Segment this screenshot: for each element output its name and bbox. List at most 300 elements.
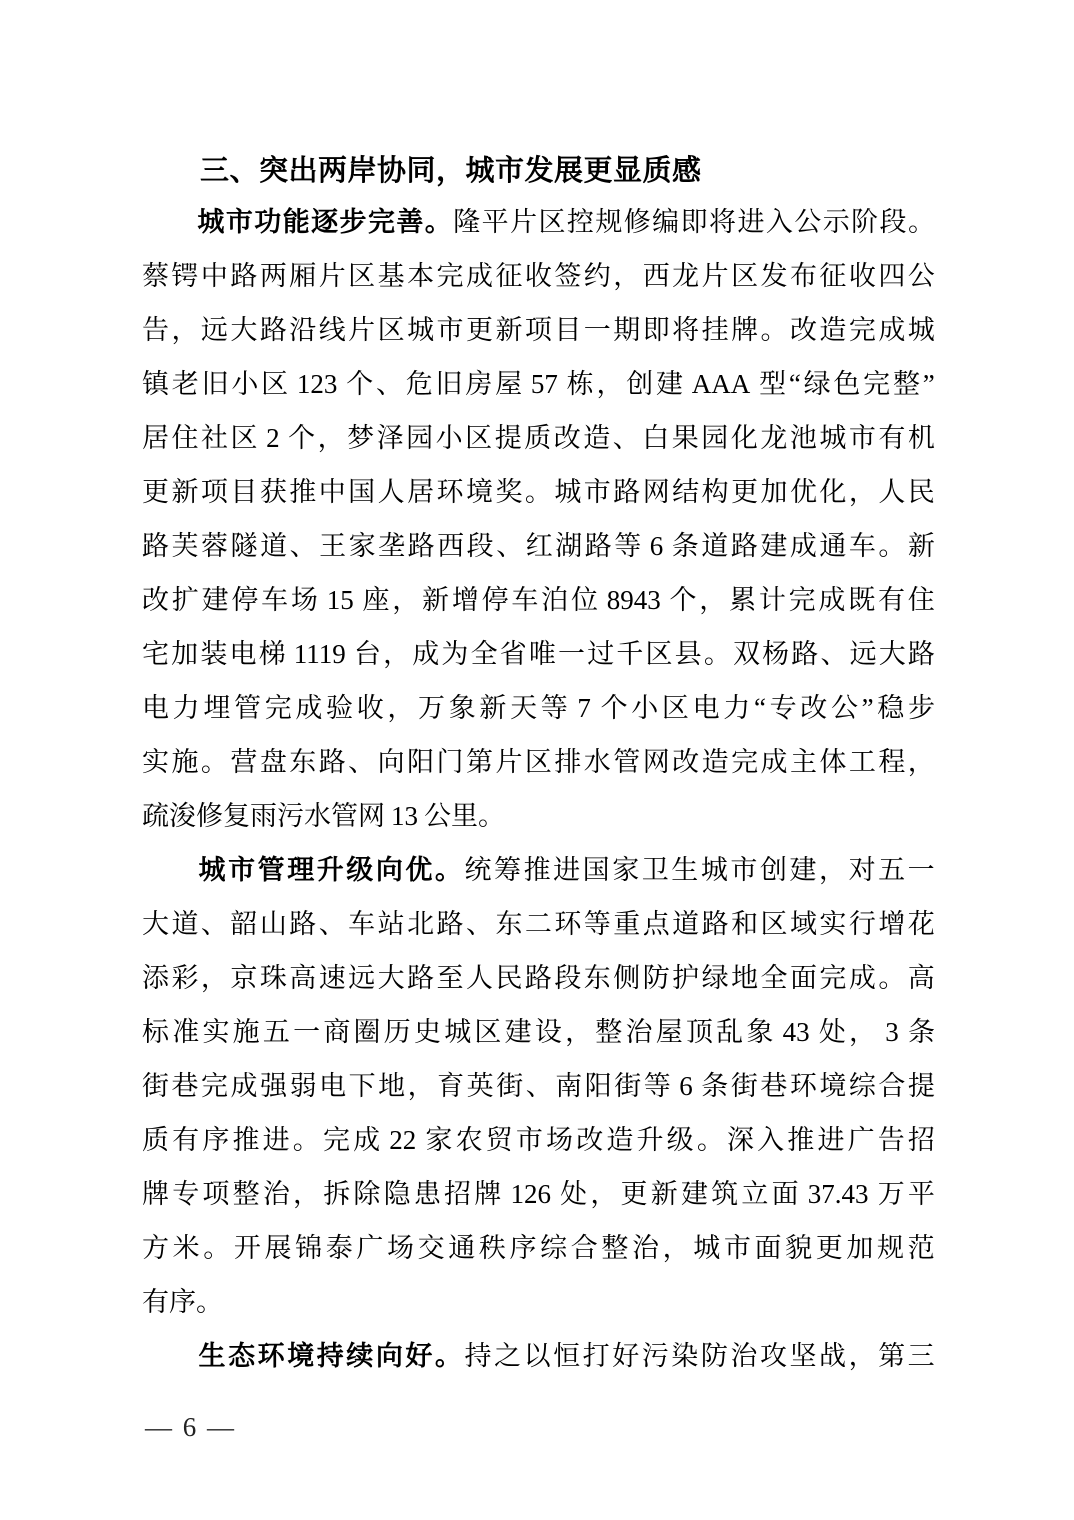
body-char: 即 bbox=[680, 207, 708, 237]
body-char: 人 bbox=[377, 477, 405, 507]
body-char: 下 bbox=[348, 1071, 376, 1101]
body-char: “ bbox=[753, 693, 766, 723]
body-char: 道 bbox=[171, 909, 199, 939]
first-line-indent bbox=[142, 1356, 196, 1357]
body-char: 建 bbox=[680, 1179, 708, 1209]
body-char: 远 bbox=[200, 315, 228, 345]
body-char: 停 bbox=[481, 585, 509, 615]
first-line-indent bbox=[142, 222, 196, 223]
body-char: 圈 bbox=[353, 1017, 381, 1047]
body-char: 治 bbox=[262, 1179, 290, 1209]
body-char: 范 bbox=[907, 1233, 935, 1263]
body-char: 等 bbox=[614, 531, 642, 561]
body-char: 3 bbox=[885, 1017, 899, 1047]
body-char: 城 bbox=[700, 855, 728, 885]
body-char: 市 bbox=[436, 315, 464, 345]
body-char: 完 bbox=[731, 747, 759, 777]
body-char: 等 bbox=[643, 1071, 671, 1101]
body-char: 网 bbox=[358, 801, 385, 831]
body-char: 家 bbox=[425, 1125, 453, 1155]
body-char: 西 bbox=[642, 261, 670, 291]
body-char: ， bbox=[293, 1179, 321, 1209]
body-char: 网 bbox=[642, 747, 670, 777]
body-char: 泊 bbox=[541, 585, 569, 615]
body-char: 地 bbox=[378, 1071, 406, 1101]
body-char: 更 bbox=[465, 315, 493, 345]
body-char: 专 bbox=[769, 693, 797, 723]
text-line bbox=[142, 1275, 935, 1329]
body-char: 街 bbox=[730, 1071, 758, 1101]
body-char: 征 bbox=[495, 261, 523, 291]
body-char: 场 bbox=[290, 585, 318, 615]
body-char: 路 bbox=[407, 531, 435, 561]
body-char: 成 bbox=[878, 315, 906, 345]
body-char: 挂 bbox=[701, 315, 729, 345]
body-char: 道 bbox=[672, 909, 700, 939]
body-char: 千 bbox=[616, 639, 644, 669]
body-char: 。 bbox=[760, 315, 788, 345]
body-char: 电 bbox=[319, 1071, 347, 1101]
body-char: 巷 bbox=[760, 1071, 788, 1101]
body-char: 大 bbox=[878, 639, 906, 669]
body-char: 推 bbox=[787, 1125, 815, 1155]
body-char: 隧 bbox=[230, 531, 258, 561]
body-char: 区 bbox=[261, 369, 289, 399]
text-line bbox=[142, 1005, 935, 1059]
body-char: 道 bbox=[701, 531, 729, 561]
body-char: 为 bbox=[441, 639, 469, 669]
paragraph-lead-char: 市 bbox=[228, 855, 256, 885]
body-char: 程 bbox=[878, 747, 906, 777]
body-char: 处 bbox=[818, 1017, 846, 1047]
body-char: 规 bbox=[877, 1233, 904, 1263]
paragraph-lead-char: 城 bbox=[197, 207, 225, 237]
body-char: 路 bbox=[289, 909, 317, 939]
body-char: 家 bbox=[612, 855, 640, 885]
body-char: 、 bbox=[318, 909, 346, 939]
body-char: 增 bbox=[451, 585, 479, 615]
body-char: 新 bbox=[422, 585, 450, 615]
body-char: 疏 bbox=[142, 801, 169, 831]
body-char: 完 bbox=[436, 261, 464, 291]
paragraph-lead-char: 向 bbox=[375, 855, 403, 885]
body-char: 双 bbox=[732, 639, 760, 669]
body-char: 片 bbox=[701, 261, 729, 291]
body-char: 完 bbox=[322, 1125, 350, 1155]
body-char: 貌 bbox=[785, 1233, 813, 1263]
text-line bbox=[142, 1059, 935, 1113]
text-line bbox=[142, 681, 935, 735]
body-char: 更 bbox=[815, 1233, 843, 1263]
body-char: 旧 bbox=[435, 369, 463, 399]
body-char: 社 bbox=[201, 423, 229, 453]
body-char: 展 bbox=[264, 1233, 292, 1263]
body-char: 站 bbox=[377, 909, 405, 939]
body-char: 牌 bbox=[731, 315, 759, 345]
body-char: 居 bbox=[142, 423, 169, 453]
body-char: 公 bbox=[424, 801, 451, 831]
body-char: 有 bbox=[172, 1125, 200, 1155]
body-char: 完 bbox=[264, 693, 292, 723]
body-char: 第 bbox=[878, 1341, 906, 1371]
body-char: 规 bbox=[595, 207, 623, 237]
body-char: 布 bbox=[789, 261, 817, 291]
body-char: 建 bbox=[789, 855, 817, 885]
body-char: 平 bbox=[481, 207, 509, 237]
body-char: 、 bbox=[200, 909, 228, 939]
body-char: 整 bbox=[892, 369, 920, 399]
body-char: 之 bbox=[494, 1341, 522, 1371]
body-char: 将 bbox=[672, 315, 700, 345]
body-char: 高 bbox=[907, 963, 935, 993]
body-char: 区 bbox=[760, 909, 788, 939]
body-char: 标 bbox=[142, 1017, 169, 1047]
paragraph-lead-char: 城 bbox=[198, 855, 226, 885]
body-char: 恒 bbox=[553, 1341, 581, 1371]
body-char: 合 bbox=[878, 1071, 906, 1101]
paragraph-lead-char: 。 bbox=[434, 855, 462, 885]
body-char: 体 bbox=[819, 747, 847, 777]
body-char: 新 bbox=[171, 477, 199, 507]
body-char: 区 bbox=[474, 1017, 502, 1047]
body-char: 一 bbox=[558, 639, 586, 669]
body-char: 示 bbox=[822, 207, 850, 237]
body-char: 危 bbox=[405, 369, 433, 399]
text-line bbox=[142, 1329, 935, 1383]
body-char: 大 bbox=[142, 909, 169, 939]
text-line bbox=[142, 1167, 935, 1221]
text-line bbox=[142, 465, 935, 519]
paragraph-urban-management bbox=[142, 843, 935, 1329]
body-char: 环 bbox=[789, 1071, 817, 1101]
body-char: 平 bbox=[907, 1179, 935, 1209]
body-char: 升 bbox=[636, 1125, 664, 1155]
body-char: 完 bbox=[788, 585, 816, 615]
body-char: 二 bbox=[524, 909, 552, 939]
page-number: — 6 — bbox=[145, 1411, 236, 1442]
body-char: 8943 bbox=[606, 585, 661, 615]
body-char: 加 bbox=[760, 477, 788, 507]
body-char: 加 bbox=[846, 1233, 874, 1263]
body-char: ， bbox=[907, 747, 935, 777]
body-char: 房 bbox=[465, 369, 493, 399]
body-char: 步 bbox=[907, 693, 935, 723]
body-char: 车 bbox=[348, 909, 376, 939]
body-char: 龙 bbox=[760, 423, 788, 453]
text-line bbox=[142, 573, 935, 627]
paragraph-lead-char: 生 bbox=[198, 1341, 226, 1371]
body-char: 修 bbox=[623, 207, 651, 237]
body-char: 6 bbox=[679, 1071, 693, 1101]
body-char: 实 bbox=[819, 909, 847, 939]
paragraph-lead-char: 级 bbox=[346, 855, 374, 885]
body-char: 路 bbox=[791, 639, 819, 669]
body-char: 统 bbox=[464, 855, 492, 885]
body-char: ， bbox=[200, 963, 228, 993]
body-char: 园 bbox=[701, 423, 729, 453]
body-char: 栋 bbox=[566, 369, 594, 399]
body-char: 城 bbox=[444, 1017, 472, 1047]
body-char: 约 bbox=[583, 261, 611, 291]
body-char: 段 bbox=[466, 531, 494, 561]
body-char: 一 bbox=[293, 1017, 321, 1047]
body-char: 公 bbox=[830, 693, 858, 723]
body-char: 个 bbox=[346, 369, 374, 399]
body-char: 推 bbox=[232, 1125, 260, 1155]
body-char: 增 bbox=[878, 909, 906, 939]
body-char: 屋 bbox=[495, 369, 523, 399]
body-char: 英 bbox=[466, 1071, 494, 1101]
body-char: 绿 bbox=[701, 963, 729, 993]
body-char: 白 bbox=[642, 423, 670, 453]
section-heading: 三、突出两岸协同，城市发展更显质感 bbox=[200, 154, 702, 187]
body-char: 盘 bbox=[259, 747, 287, 777]
body-char: 车 bbox=[848, 531, 876, 561]
paragraph-lead-char: 向 bbox=[375, 1341, 403, 1371]
body-char: 126 bbox=[510, 1179, 551, 1209]
body-char: 点 bbox=[642, 909, 670, 939]
body-char: 新 bbox=[495, 315, 523, 345]
body-char: 改 bbox=[800, 693, 828, 723]
paragraph-lead-char: 理 bbox=[287, 855, 315, 885]
body-char: 生 bbox=[671, 855, 699, 885]
body-char: 垄 bbox=[378, 531, 406, 561]
body-char: 告 bbox=[877, 1125, 905, 1155]
body-char: 城 bbox=[693, 1233, 721, 1263]
body-char: 远 bbox=[849, 639, 877, 669]
body-char: 城 bbox=[554, 477, 582, 507]
body-char: 验 bbox=[326, 693, 354, 723]
body-char: 向 bbox=[377, 747, 405, 777]
body-char: 推 bbox=[523, 855, 551, 885]
body-char: 路 bbox=[613, 477, 641, 507]
body-char: 成 bbox=[465, 261, 493, 291]
body-char: 镇 bbox=[142, 369, 169, 399]
body-char: 街 bbox=[614, 1071, 642, 1101]
body-char: 梯 bbox=[258, 639, 286, 669]
body-char: ， bbox=[613, 261, 641, 291]
body-char: 成 bbox=[412, 639, 440, 669]
body-char: ， bbox=[819, 855, 847, 885]
body-char: 两 bbox=[259, 261, 287, 291]
body-char: 改 bbox=[553, 423, 581, 453]
body-char: 筑 bbox=[711, 1179, 739, 1209]
body-char: 、 bbox=[820, 639, 848, 669]
body-char: 历 bbox=[383, 1017, 411, 1047]
body-char: 市 bbox=[515, 1125, 543, 1155]
text-line bbox=[142, 1221, 935, 1275]
body-char: 王 bbox=[319, 531, 347, 561]
body-char: 质 bbox=[524, 423, 552, 453]
body-char: 、 bbox=[465, 909, 493, 939]
body-char: 综 bbox=[848, 1071, 876, 1101]
body-char: 育 bbox=[437, 1071, 465, 1101]
body-char: AAA bbox=[691, 369, 751, 399]
body-char: 坚 bbox=[789, 1341, 817, 1371]
text-line bbox=[142, 249, 935, 303]
body-char: 广 bbox=[356, 1233, 384, 1263]
body-char: 东 bbox=[289, 747, 317, 777]
body-char: 力 bbox=[172, 693, 200, 723]
body-char: 完 bbox=[819, 963, 847, 993]
body-char: 完 bbox=[848, 315, 876, 345]
body-char: 民 bbox=[907, 477, 935, 507]
body-char: 全 bbox=[470, 639, 498, 669]
body-char: 37.43 bbox=[807, 1179, 869, 1209]
body-char: 区 bbox=[731, 261, 759, 291]
body-char: 、 bbox=[375, 369, 403, 399]
body-char: 除 bbox=[353, 1179, 381, 1209]
body-char: 、 bbox=[612, 423, 640, 453]
body-char: 段 bbox=[554, 963, 582, 993]
body-char: 。 bbox=[203, 1233, 231, 1263]
body-char: 北 bbox=[407, 909, 435, 939]
body-char: 城 bbox=[407, 315, 435, 345]
body-char: 新 bbox=[650, 1179, 678, 1209]
body-char: 处 bbox=[560, 1179, 588, 1209]
body-char: 条 bbox=[907, 1017, 935, 1047]
body-char: 成 bbox=[818, 585, 846, 615]
paragraph-lead-char: 完 bbox=[367, 207, 395, 237]
body-char: 面 bbox=[771, 1179, 799, 1209]
body-char: 至 bbox=[436, 963, 464, 993]
body-char: 结 bbox=[672, 477, 700, 507]
body-char: 场 bbox=[387, 1233, 414, 1263]
body-char: 序 bbox=[169, 1287, 196, 1317]
text-line bbox=[142, 897, 935, 951]
body-char: 深 bbox=[726, 1125, 754, 1155]
body-char: 成 bbox=[230, 1071, 258, 1101]
body-char: 市 bbox=[723, 1233, 751, 1263]
body-char: 地 bbox=[731, 963, 759, 993]
body-char: 完 bbox=[863, 369, 891, 399]
body-char: 7 bbox=[577, 693, 591, 723]
body-char: 和 bbox=[731, 909, 759, 939]
body-char: 阳 bbox=[584, 1071, 612, 1101]
body-char: 芙 bbox=[171, 531, 199, 561]
body-char: 电 bbox=[229, 639, 257, 669]
body-char: 公 bbox=[907, 261, 935, 291]
body-char: 阶 bbox=[851, 207, 879, 237]
body-char: 累 bbox=[729, 585, 757, 615]
body-char: 拆 bbox=[323, 1179, 351, 1209]
body-char: 签 bbox=[554, 261, 582, 291]
body-char: 构 bbox=[701, 477, 729, 507]
body-char: 市 bbox=[848, 423, 876, 453]
body-char: 告 bbox=[142, 315, 169, 345]
body-char: 老 bbox=[171, 369, 199, 399]
body-char: 家 bbox=[348, 531, 376, 561]
body-char: 奖 bbox=[495, 477, 523, 507]
body-char: 复 bbox=[223, 801, 250, 831]
text-line bbox=[142, 357, 935, 411]
paragraph-lead-char: 续 bbox=[346, 1341, 374, 1371]
body-char: 成 bbox=[760, 747, 788, 777]
body-char: 象 bbox=[746, 1017, 774, 1047]
body-char: 征 bbox=[819, 261, 847, 291]
body-char: 合 bbox=[570, 1233, 598, 1263]
text-line bbox=[142, 411, 935, 465]
body-char: 区 bbox=[348, 261, 376, 291]
body-char: 贸 bbox=[485, 1125, 513, 1155]
body-char: ” bbox=[922, 369, 935, 399]
body-char: 街 bbox=[142, 1071, 169, 1101]
body-char: 新 bbox=[907, 531, 935, 561]
body-char: 营 bbox=[230, 747, 258, 777]
body-char: 区 bbox=[465, 423, 493, 453]
body-char: 整 bbox=[601, 1233, 629, 1263]
paragraph-urban-function bbox=[142, 195, 935, 843]
body-char: 个 bbox=[288, 423, 316, 453]
body-char: 巷 bbox=[171, 1071, 199, 1101]
body-char: 住 bbox=[171, 423, 199, 453]
body-char: 路 bbox=[584, 531, 612, 561]
body-char: ， bbox=[662, 1233, 690, 1263]
body-char: 专 bbox=[172, 1179, 200, 1209]
body-char: 锷 bbox=[171, 261, 199, 291]
body-char: “ bbox=[788, 369, 801, 399]
body-char: 宅 bbox=[142, 639, 169, 669]
body-char: 个 bbox=[669, 585, 697, 615]
body-char: 彩 bbox=[171, 963, 199, 993]
body-char: 乱 bbox=[716, 1017, 744, 1047]
body-char: 。 bbox=[878, 963, 906, 993]
body-char: 场 bbox=[546, 1125, 574, 1155]
body-char: 雨 bbox=[250, 801, 277, 831]
body-char: 片 bbox=[318, 261, 346, 291]
body-char: 一 bbox=[907, 855, 935, 885]
text-line bbox=[142, 303, 935, 357]
body-char: 。 bbox=[478, 801, 505, 831]
body-char: 个 bbox=[600, 693, 628, 723]
body-char: 13 bbox=[391, 801, 418, 831]
body-char: 农 bbox=[455, 1125, 483, 1155]
body-char: 龙 bbox=[672, 261, 700, 291]
body-char: 南 bbox=[555, 1071, 583, 1101]
body-char: 创 bbox=[759, 855, 787, 885]
body-char: 。 bbox=[703, 639, 731, 669]
paragraph-lead-char: 步 bbox=[339, 207, 367, 237]
body-char: 街 bbox=[496, 1071, 524, 1101]
body-char: 项 bbox=[202, 1179, 230, 1209]
paragraph-lead-char: 管 bbox=[257, 855, 285, 885]
body-char: ， bbox=[596, 369, 624, 399]
body-char: 提 bbox=[907, 1071, 935, 1101]
body-char: 泽 bbox=[376, 423, 404, 453]
body-char: 立 bbox=[741, 1179, 769, 1209]
body-char: 好 bbox=[612, 1341, 640, 1371]
body-char: 防 bbox=[700, 1341, 728, 1371]
body-char: 片 bbox=[348, 315, 376, 345]
body-char: 线 bbox=[318, 315, 346, 345]
body-char: 加 bbox=[171, 639, 199, 669]
text-line bbox=[142, 195, 935, 249]
body-char: 造 bbox=[819, 315, 847, 345]
body-char: 人 bbox=[465, 963, 493, 993]
body-char: 防 bbox=[642, 963, 670, 993]
body-char: 更 bbox=[620, 1179, 648, 1209]
paragraph-lead-char: 升 bbox=[316, 855, 344, 885]
body-char: ， bbox=[387, 693, 415, 723]
body-char: ， bbox=[848, 1341, 876, 1371]
body-char: 境 bbox=[819, 1071, 847, 1101]
body-char: 电 bbox=[692, 693, 720, 723]
body-char: 区 bbox=[524, 747, 552, 777]
body-char: 基 bbox=[377, 261, 405, 291]
body-char: 片 bbox=[495, 747, 523, 777]
body-char: 市 bbox=[730, 855, 758, 885]
body-char: 屋 bbox=[655, 1017, 683, 1047]
